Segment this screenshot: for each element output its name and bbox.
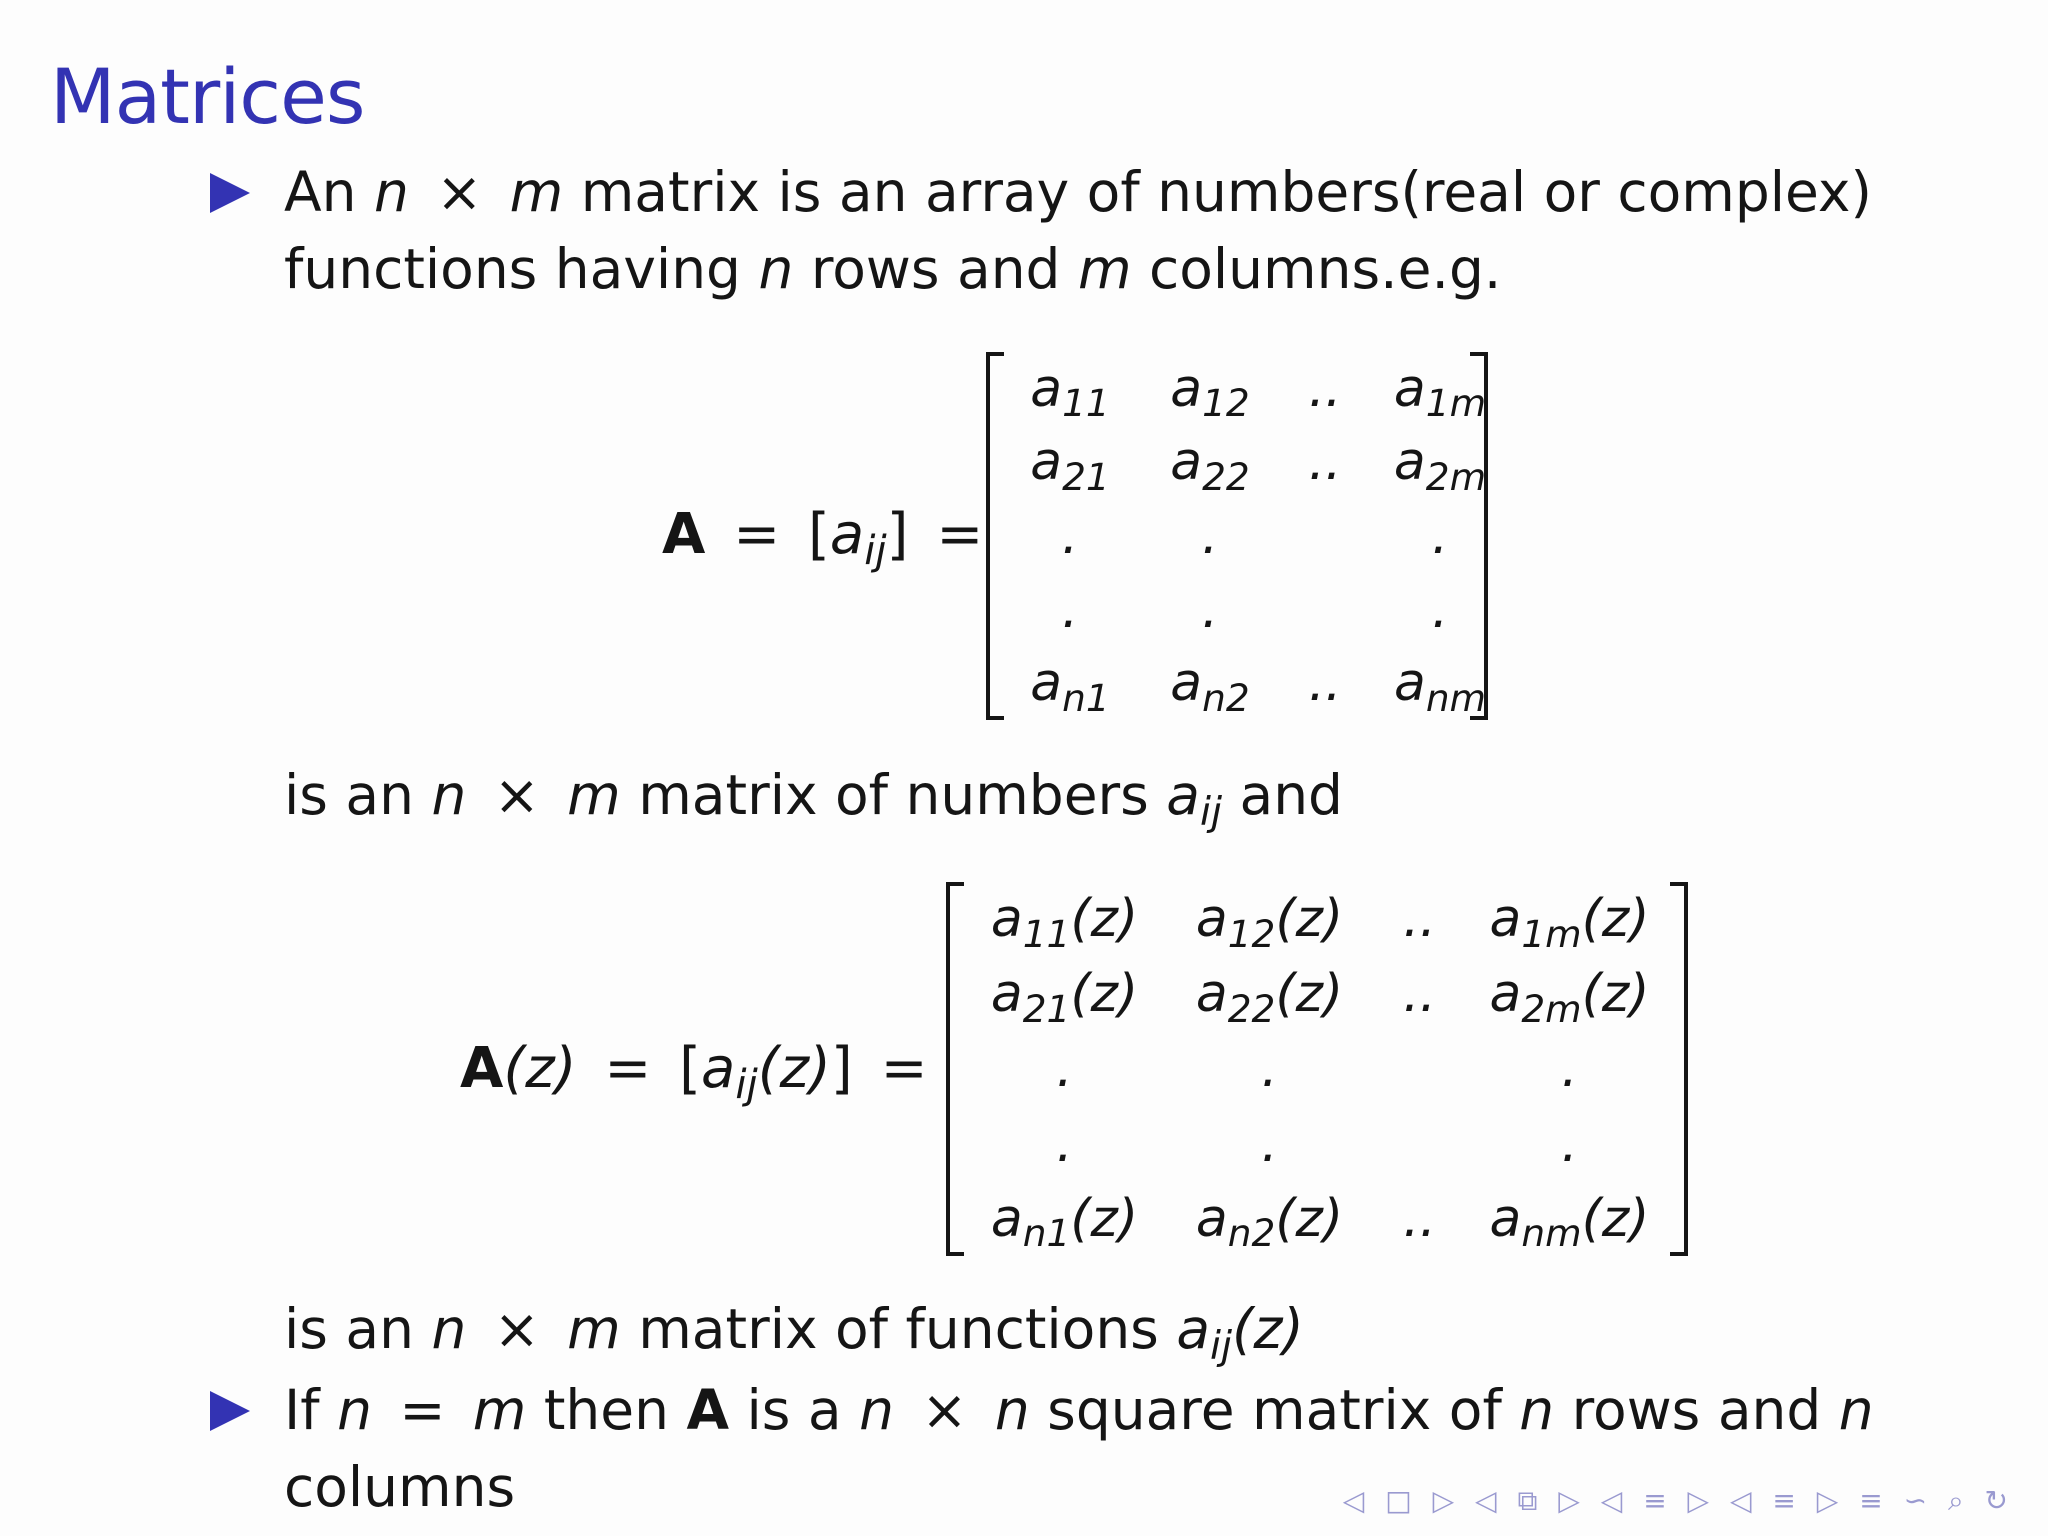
cell-base: a	[1393, 653, 1426, 714]
cell-base: a	[1170, 432, 1203, 493]
subscript-ij: ij	[1210, 1323, 1233, 1370]
var-m: m	[567, 1297, 621, 1361]
matrix2-cell	[962, 1188, 1167, 1256]
text: is an	[284, 1297, 414, 1361]
matrix2-cell	[1467, 889, 1672, 956]
matrix1-cell	[1140, 358, 1280, 426]
subscript-ij: ij	[1200, 789, 1223, 836]
matrix1-cell	[1370, 432, 1510, 499]
cell-base: ..	[1308, 653, 1342, 714]
var-m: m	[509, 160, 564, 224]
cell-base: .	[1056, 1113, 1073, 1174]
cell-base: .	[1056, 1038, 1073, 1099]
text-matrix-of-numbers	[284, 763, 1343, 836]
matrix1-cell	[1140, 505, 1280, 566]
cell-subscript: 2m	[1425, 454, 1487, 499]
cell-base: a	[1393, 432, 1426, 493]
cell-arg: (z)	[1070, 889, 1139, 950]
var-n: n	[994, 1378, 1030, 1442]
entry-a: a	[701, 1036, 736, 1101]
cell-arg: (z)	[1275, 889, 1344, 950]
matrix2-cell	[1467, 1038, 1672, 1099]
cell-subscript: 21	[1022, 986, 1071, 1031]
cell-base: a	[990, 964, 1023, 1025]
matrix1-cell	[1370, 358, 1510, 426]
var-n: n	[1519, 1378, 1555, 1442]
cell-base: a	[990, 889, 1023, 950]
var-n: n	[337, 1378, 372, 1442]
cell-base: .	[1431, 505, 1449, 566]
cell-base: ..	[1402, 889, 1437, 950]
text: square matrix of	[1047, 1378, 1502, 1442]
equals: =	[936, 502, 984, 567]
var-n: n	[373, 160, 409, 224]
bullet-icon	[210, 173, 250, 213]
matrix2-cell	[1167, 1188, 1372, 1256]
text-matrix-of-functions	[284, 1297, 1304, 1370]
matrix1-cell	[1000, 505, 1140, 566]
times-symbol: ×	[436, 160, 483, 224]
cell-subscript: 12	[1227, 911, 1276, 956]
left-bracket: [	[808, 502, 830, 567]
var-m: m	[472, 1378, 527, 1442]
matrix1-cell	[1000, 653, 1140, 720]
bullet1-line2	[284, 237, 1502, 301]
var-n: n	[758, 237, 794, 301]
cell-base: a	[1195, 889, 1228, 950]
var-n: n	[431, 763, 467, 827]
matrix2-cell	[1467, 1113, 1672, 1174]
times-symbol: ×	[493, 763, 540, 827]
matrix2-cell	[1372, 964, 1467, 1025]
matrix1-cell	[1370, 579, 1510, 640]
arg-z: (z)	[757, 1036, 831, 1101]
entry-a: a	[829, 502, 865, 567]
cell-base: a	[1170, 358, 1203, 419]
cell-subscript: 2m	[1521, 986, 1582, 1031]
matrix2-cell	[962, 889, 1167, 956]
cell-base: .	[1261, 1038, 1278, 1099]
right-bracket: ]	[830, 1036, 853, 1101]
var-m: m	[567, 763, 621, 827]
matrix1-cell	[1140, 653, 1280, 720]
cell-subscript: 11	[1022, 911, 1071, 956]
cell-arg: (z)	[1581, 889, 1650, 950]
cell-subscript: 22	[1202, 454, 1250, 499]
cell-base: ..	[1308, 432, 1342, 493]
cell-subscript: nm	[1521, 1211, 1582, 1256]
cell-base: .	[1261, 1113, 1278, 1174]
slide-title: Matrices	[50, 52, 365, 141]
bullet-icon	[210, 1391, 250, 1431]
matrix1-cell	[1280, 653, 1370, 714]
matrix-symbol-A: A	[686, 1378, 730, 1442]
text: functions having	[284, 237, 741, 301]
beamer-navigation-icons[interactable]: ◁ □ ▷ ◁ ⧉ ▷ ◁ ≡ ▷ ◁ ≡ ▷ ≡ ∽ ⌕ ↻	[1342, 1484, 2014, 1517]
text: matrix of functions	[638, 1297, 1159, 1361]
cell-base: a	[1195, 964, 1228, 1025]
cell-subscript: 1m	[1425, 381, 1487, 426]
cell-base: a	[1030, 432, 1063, 493]
matrix2-cell	[1167, 1113, 1372, 1174]
matrix2	[962, 882, 1674, 1256]
matrix1-cell	[1000, 579, 1140, 640]
cell-arg: (z)	[1275, 964, 1344, 1025]
var-m: m	[1077, 237, 1132, 301]
times-symbol: ×	[921, 1378, 968, 1442]
text: rows and	[1571, 1378, 1822, 1442]
cell-subscript: n1	[1062, 675, 1110, 720]
cell-subscript: n1	[1022, 1211, 1071, 1256]
cell-base: .	[1061, 579, 1079, 640]
cell-arg: (z)	[1070, 1188, 1139, 1249]
text: matrix is an array of numbers(real or complex)	[580, 160, 1872, 224]
subscript-ij: ij	[735, 1061, 758, 1109]
cell-subscript: 21	[1062, 454, 1110, 499]
text: and	[1239, 763, 1343, 827]
matrix1-cell	[1000, 358, 1140, 426]
arg-z: (z)	[1232, 1297, 1304, 1361]
cell-base: .	[1201, 579, 1219, 640]
text: rows and	[810, 237, 1061, 301]
cell-base: a	[1170, 653, 1203, 714]
var-n: n	[859, 1378, 894, 1442]
text: If	[284, 1378, 320, 1442]
cell-subscript: 1m	[1521, 911, 1582, 956]
cell-arg: (z)	[1581, 964, 1650, 1025]
matrix1-cell	[1280, 358, 1370, 419]
right-bracket: ]	[886, 502, 909, 567]
cell-base: a	[1030, 653, 1063, 714]
bullet2-line1	[284, 1378, 1874, 1442]
cell-base: a	[1195, 1188, 1228, 1249]
cell-arg: (z)	[1070, 964, 1139, 1025]
var-n: n	[431, 1297, 467, 1361]
cell-subscript: 22	[1227, 986, 1276, 1031]
bullet1-line1	[284, 160, 1872, 224]
cell-base: .	[1561, 1113, 1578, 1174]
matrix2-cell	[1167, 964, 1372, 1031]
times-symbol: ×	[493, 1297, 540, 1361]
matrix2-cell	[1372, 1188, 1467, 1249]
matrix-symbol-A: A	[662, 502, 706, 567]
matrix2-cell	[1167, 1038, 1372, 1099]
matrix1	[1000, 352, 1487, 720]
entry-a: a	[1166, 763, 1201, 827]
cell-base: .	[1431, 579, 1449, 640]
cell-base: a	[1489, 964, 1522, 1025]
matrix2-cell	[1467, 1188, 1672, 1256]
left-bracket: [	[679, 1036, 701, 1101]
matrix1-cell	[1140, 579, 1280, 640]
cell-subscript: n2	[1227, 1211, 1276, 1256]
var-n: n	[1838, 1378, 1874, 1442]
matrix2-cell	[1372, 889, 1467, 950]
cell-arg: (z)	[1581, 1188, 1650, 1249]
formula-matrix-functions	[460, 1036, 938, 1109]
text: matrix of numbers	[638, 763, 1149, 827]
entry-a: a	[1176, 1297, 1211, 1361]
equals: =	[880, 1036, 928, 1101]
cell-base: a	[1489, 889, 1522, 950]
cell-base: .	[1561, 1038, 1578, 1099]
cell-base: a	[1030, 358, 1063, 419]
bullet2-line2	[284, 1455, 516, 1519]
matrix1-cell	[1370, 505, 1510, 566]
text: columns.e.g.	[1149, 237, 1502, 301]
matrix2-cell	[1167, 889, 1372, 956]
equals: =	[733, 502, 781, 567]
subscript-ij: ij	[864, 527, 887, 575]
formula-matrix-numbers	[662, 502, 993, 575]
cell-base: a	[990, 1188, 1023, 1249]
equals: =	[604, 1036, 652, 1101]
cell-arg: (z)	[1275, 1188, 1344, 1249]
cell-subscript: 11	[1062, 381, 1110, 426]
cell-subscript: 12	[1202, 381, 1250, 426]
matrix1-cell	[1000, 432, 1140, 499]
matrix1-cell	[1280, 432, 1370, 493]
matrix-symbol-A: A	[460, 1036, 504, 1101]
text: then	[543, 1378, 669, 1442]
cell-base: .	[1061, 505, 1079, 566]
cell-base: a	[1489, 1188, 1522, 1249]
matrix2-cell	[962, 1038, 1167, 1099]
text: columns	[284, 1455, 516, 1519]
cell-subscript: nm	[1425, 675, 1487, 720]
cell-base: ..	[1402, 1188, 1437, 1249]
equals: =	[399, 1378, 446, 1442]
arg-z: (z)	[503, 1036, 577, 1101]
matrix1-cell	[1140, 432, 1280, 499]
matrix2-cell	[962, 1113, 1167, 1174]
matrix1-cell	[1370, 653, 1510, 720]
matrix2-cell	[962, 964, 1167, 1031]
matrix2-cell	[1467, 964, 1672, 1031]
text: is an	[284, 763, 414, 827]
text: is a	[746, 1378, 842, 1442]
cell-subscript: n2	[1202, 675, 1250, 720]
cell-base: .	[1201, 505, 1219, 566]
cell-base: ..	[1308, 358, 1342, 419]
cell-base: a	[1393, 358, 1426, 419]
cell-base: ..	[1402, 964, 1437, 1025]
text: An	[284, 160, 357, 224]
